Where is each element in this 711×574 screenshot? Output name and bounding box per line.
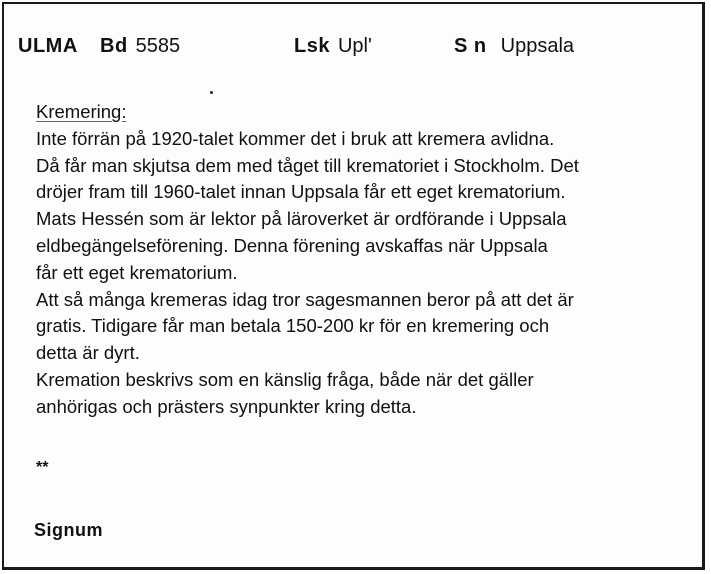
record-line: Mats Hessén som är lektor på läroverket är ordförande i Uppsala xyxy=(36,208,567,230)
signum-label: Signum xyxy=(34,520,103,540)
parish-field xyxy=(454,34,574,58)
record-line: eldbegängelseförening. Denna förening avskaffas när Uppsala xyxy=(36,234,548,256)
record-line: anhörigas och prästers synpunkter kring detta. xyxy=(36,395,417,417)
parish-value: Uppsala xyxy=(500,35,575,57)
record-line: dröjer fram till 1960-talet innan Uppsala får ett eget krematorium. xyxy=(36,181,566,203)
volume-value: 5585 xyxy=(135,35,181,57)
volume-label: Bd xyxy=(100,35,128,57)
record-line: detta är dyrt. xyxy=(36,342,140,364)
volume-field xyxy=(100,34,180,58)
province-label: Lsk xyxy=(294,35,330,57)
stars-marker: ** xyxy=(36,459,49,476)
record-line: Att så många kremeras idag tror sagesmannen beror på att det är xyxy=(36,288,574,310)
record-line: Då får man skjutsa dem med tåget till krematoriet i Stockholm. Det xyxy=(36,154,579,176)
record-line: gratis. Tidigare får man betala 150-200 kr för en kremering och xyxy=(36,315,550,337)
ink-dot xyxy=(210,91,213,94)
record-heading: Kremering: xyxy=(36,101,127,122)
record-text xyxy=(36,99,704,421)
record-line: Inte förrän på 1920-talet kommer det i bruk att kremera avlidna. xyxy=(36,127,555,149)
province-field xyxy=(294,34,372,58)
archive-name xyxy=(18,34,78,58)
archive-label: ULMA xyxy=(18,35,78,57)
parish-label: S n xyxy=(454,35,487,57)
record-line: får ett eget krematorium. xyxy=(36,261,238,283)
archive-card xyxy=(2,2,705,570)
province-value: Upl' xyxy=(337,35,372,57)
record-line: Kremation beskrivs som en känslig fråga, både när det gäller xyxy=(36,368,534,390)
